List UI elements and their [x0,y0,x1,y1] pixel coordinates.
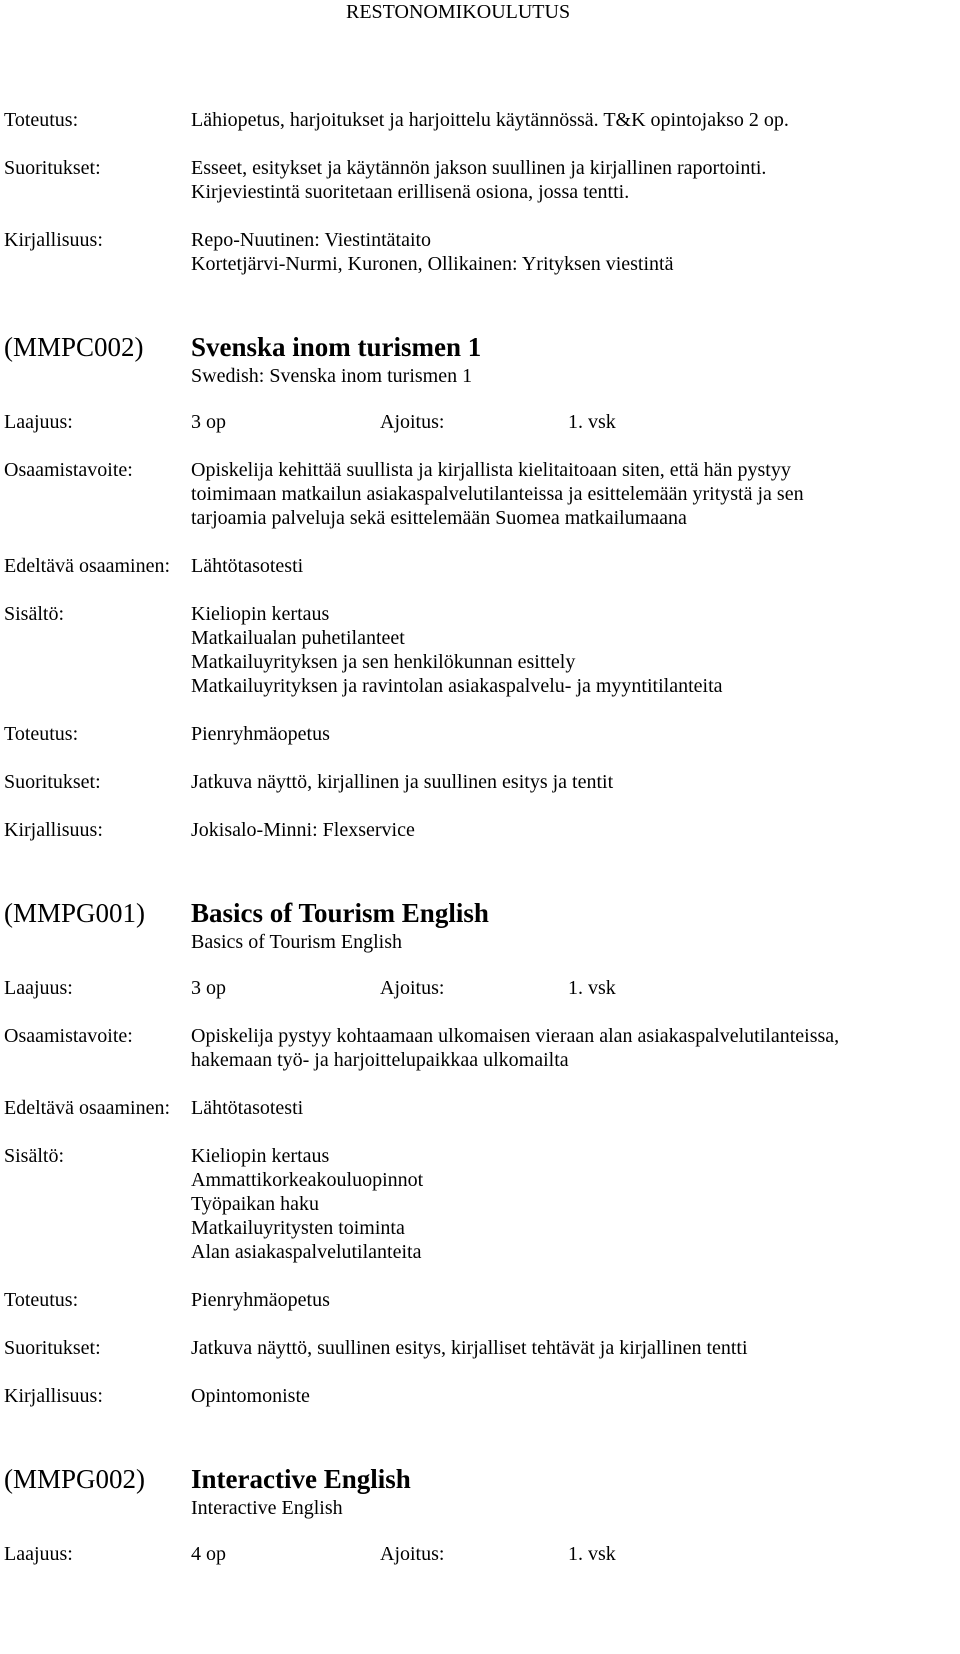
sisalto-line: Kieliopin kertaus [191,1145,330,1167]
osaamistavoite-line: tarjoamia palveluja sekä esittelemään Suomea matkailumaana [191,507,687,529]
suoritukset-label: Suoritukset: [4,771,101,793]
edeltava-label: Edeltävä osaaminen: [4,1097,171,1119]
suoritukset-label: Suoritukset: [4,157,101,179]
toteutus-value: Lähiopetus, harjoitukset ja harjoittelu käytännössä. T&K opintojakso 2 op. [191,109,789,131]
suoritukset-line: Esseet, esitykset ja käytännön jakson suullinen ja kirjallinen raportointi. [191,157,767,179]
ajoitus-value: 1. vsk [568,411,616,433]
sisalto-line: Matkailualan puhetilanteet [191,627,405,649]
course-title: Svenska inom turismen 1 [191,332,482,362]
sisalto-line: Matkailuyrityksen ja sen henkilökunnan esittely [191,651,576,673]
kirjallisuus-line: Repo-Nuutinen: Viestintätaito [191,229,432,251]
toteutus-label: Toteutus: [4,109,79,131]
osaamistavoite-line: hakemaan työ- ja harjoittelupaikkaa ulkomailta [191,1049,569,1071]
edeltava-value: Lähtötasotesti [191,1097,304,1119]
course-code: (MMPC002) [4,332,144,362]
sisalto-line: Kieliopin kertaus [191,603,330,625]
laajuus-value: 4 op [191,1543,226,1565]
course-code: (MMPG001) [4,898,146,928]
ajoitus-label: Ajoitus: [380,977,445,999]
osaamistavoite-line: Opiskelija kehittää suullista ja kirjallista kielitaitoaan siten, että hän pystyy [191,459,791,481]
osaamistavoite-line: Opiskelija pystyy kohtaamaan ulkomaisen vieraan alan asiakaspalvelutilanteissa, [191,1025,840,1047]
sisalto-line: Matkailuyritysten toiminta [191,1217,405,1239]
sisalto-label: Sisältö: [4,1145,65,1167]
laajuus-label: Laajuus: [4,411,73,433]
course-title: Basics of Tourism English [191,898,489,928]
suoritukset-line: Kirjeviestintä suoritetaan erillisenä osiona, jossa tentti. [191,181,630,203]
ajoitus-label: Ajoitus: [380,1543,445,1565]
ajoitus-value: 1. vsk [568,977,616,999]
course-title: Interactive English [191,1464,411,1494]
suoritukset-value: Jatkuva näyttö, suullinen esitys, kirjalliset tehtävät ja kirjallinen tentti [191,1337,748,1359]
toteutus-value: Pienryhmäopetus [191,1289,330,1311]
kirjallisuus-line: Kortetjärvi-Nurmi, Kuronen, Ollikainen: Yrityksen viestintä [191,253,674,275]
sisalto-line: Alan asiakaspalvelutilanteita [191,1241,422,1263]
kirjallisuus-label: Kirjallisuus: [4,819,103,841]
course-subtitle: Interactive English [191,1497,343,1519]
kirjallisuus-value: Jokisalo-Minni: Flexservice [191,819,415,841]
osaamistavoite-label: Osaamistavoite: [4,1025,133,1047]
edeltava-label: Edeltävä osaaminen: [4,555,171,577]
laajuus-value: 3 op [191,411,226,433]
kirjallisuus-label: Kirjallisuus: [4,1385,103,1407]
sisalto-line: Matkailuyrityksen ja ravintolan asiakaspalvelu- ja myyntitilanteita [191,675,723,697]
osaamistavoite-line: toimimaan matkailun asiakaspalvelutilanteissa ja esittelemään yritystä ja sen [191,483,804,505]
ajoitus-value: 1. vsk [568,1543,616,1565]
suoritukset-label: Suoritukset: [4,1337,101,1359]
page-header: RESTONOMIKOULUTUS [346,1,571,23]
course-subtitle: Swedish: Svenska inom turismen 1 [191,365,473,387]
osaamistavoite-label: Osaamistavoite: [4,459,133,481]
laajuus-label: Laajuus: [4,977,73,999]
sisalto-line: Työpaikan haku [191,1193,320,1215]
toteutus-label: Toteutus: [4,723,79,745]
laajuus-value: 3 op [191,977,226,999]
kirjallisuus-label: Kirjallisuus: [4,229,103,251]
sisalto-line: Ammattikorkeakouluopinnot [191,1169,424,1191]
ajoitus-label: Ajoitus: [380,411,445,433]
kirjallisuus-value: Opintomoniste [191,1385,310,1407]
laajuus-label: Laajuus: [4,1543,73,1565]
edeltava-value: Lähtötasotesti [191,555,304,577]
sisalto-label: Sisältö: [4,603,65,625]
toteutus-value: Pienryhmäopetus [191,723,330,745]
course-code: (MMPG002) [4,1464,146,1494]
course-subtitle: Basics of Tourism English [191,931,403,953]
toteutus-label: Toteutus: [4,1289,79,1311]
suoritukset-value: Jatkuva näyttö, kirjallinen ja suullinen esitys ja tentit [191,771,614,793]
